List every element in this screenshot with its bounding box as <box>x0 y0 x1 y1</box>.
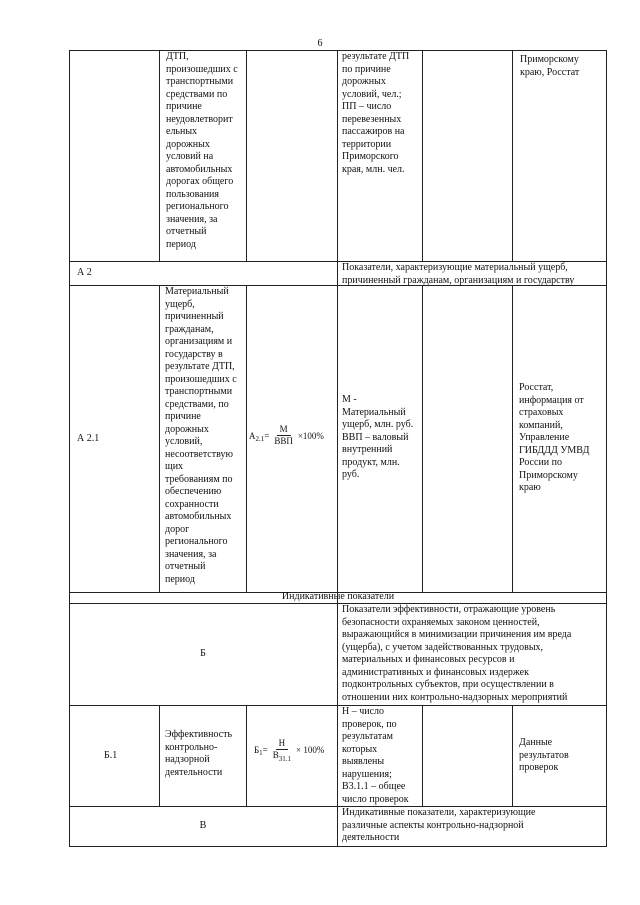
a21-formula-lhs: A <box>249 430 256 441</box>
b1-code: Б.1 <box>104 750 118 761</box>
b1-formula-sub: 1 <box>259 749 263 757</box>
page-number: 6 <box>317 38 323 49</box>
row1-name: ДТП, произошедших с транспортными средствами по причине неудовлетворит ельных дорожных условий на автомобильных дорогах общего пользования регионального значения, за отчетный период <box>166 51 238 250</box>
rule-col3 <box>337 50 338 603</box>
v-desc: Индикативные показатели, характеризующие различные аспекты контрольно-надзорной деятельности <box>342 807 536 843</box>
rule-b-bottom <box>69 705 607 706</box>
rule-col5 <box>512 285 513 592</box>
v-code: В <box>199 820 207 831</box>
a21-name: Материальный ущерб, причиненный гражданам, организациям и государству в результате ДТП, произошедших с транспортными средствами, по причине дорожных условий, несоответствую щих требованиям по обеспечению сохранности автомобильных дорог регионального значения, за отчетный период <box>165 286 237 585</box>
row1-source: Приморскому краю, Росстат <box>520 54 580 78</box>
a21-formula <box>249 424 324 447</box>
a21-vars: М - Материальный ущерб, млн. руб. ВВП – валовый внутренний продукт, млн. руб. <box>342 394 414 480</box>
a21-formula-tail: ×100% <box>297 430 324 441</box>
b1-formula-num: Н <box>276 738 289 750</box>
rule-col5 <box>512 705 513 806</box>
rule-col1 <box>159 50 160 261</box>
b1-formula-tail: × 100% <box>296 745 325 755</box>
b1-name: Эффективность контрольно- надзорной деятельности <box>165 729 233 778</box>
rule-bottom <box>69 846 607 847</box>
a21-source: Росстат, информация от страховых компаний, Управление ГИБДДД УМВД России по Приморскому краю <box>519 382 590 493</box>
rule-col4 <box>422 50 423 261</box>
rule-left <box>69 50 70 847</box>
indicative-header: Индикативные показатели <box>281 591 395 602</box>
b1-formula-eq: = <box>262 745 268 755</box>
b1-vars: Н – число проверок, по результатам которых выявлены нарушения; В3.1.1 – общее число проверок <box>342 706 409 805</box>
rule-top <box>69 50 607 51</box>
rule-col1 <box>159 285 160 592</box>
a21-formula-num: M <box>277 424 291 436</box>
b-desc: Показатели эффективности, отражающие уровень безопасности охраняемых законом ценностей, выражающийся в минимизации причинения им вреда (ущерба), с учетом задействованных трудовых, материальных и финансовых ресурсов и административных и финансовых издержек подконтрольных субъектов, при осуществлении в отношении них контрольно-надзорных мероприятий <box>342 604 572 703</box>
rule-col1 <box>159 705 160 806</box>
a21-formula-sub: 2.1 <box>255 434 265 443</box>
b1-formula-lhs: Б <box>254 745 260 755</box>
a21-formula-fraction <box>271 424 296 447</box>
rule-col3 <box>337 603 338 846</box>
row1-vars: результате ДТП по причине дорожных условий, чел.; ПП – число перевезенных пассажиров на территории Приморского края, млн. чел. <box>342 51 410 175</box>
a21-code: А 2.1 <box>77 433 100 444</box>
rule-col4 <box>422 285 423 592</box>
a21-formula-eq: = <box>264 430 270 441</box>
a2-desc: Показатели, характеризующие материальный ущерб, причиненный гражданам, организациям и государству <box>342 262 575 286</box>
b1-formula-den-wrap <box>270 750 294 762</box>
a21-formula-den: ВВП <box>274 436 293 446</box>
a2-code: А 2 <box>77 267 92 278</box>
b1-formula <box>254 738 324 762</box>
b1-source: Данные результатов проверок <box>519 737 569 773</box>
b1-formula-fraction <box>270 738 294 762</box>
rule-col2 <box>246 50 247 261</box>
b1-formula-den-sub: 31.1 <box>278 755 292 763</box>
rule-col4 <box>422 705 423 806</box>
b-code: Б <box>200 648 206 659</box>
b1-formula-den: В <box>272 750 279 760</box>
rule-col5 <box>512 50 513 261</box>
